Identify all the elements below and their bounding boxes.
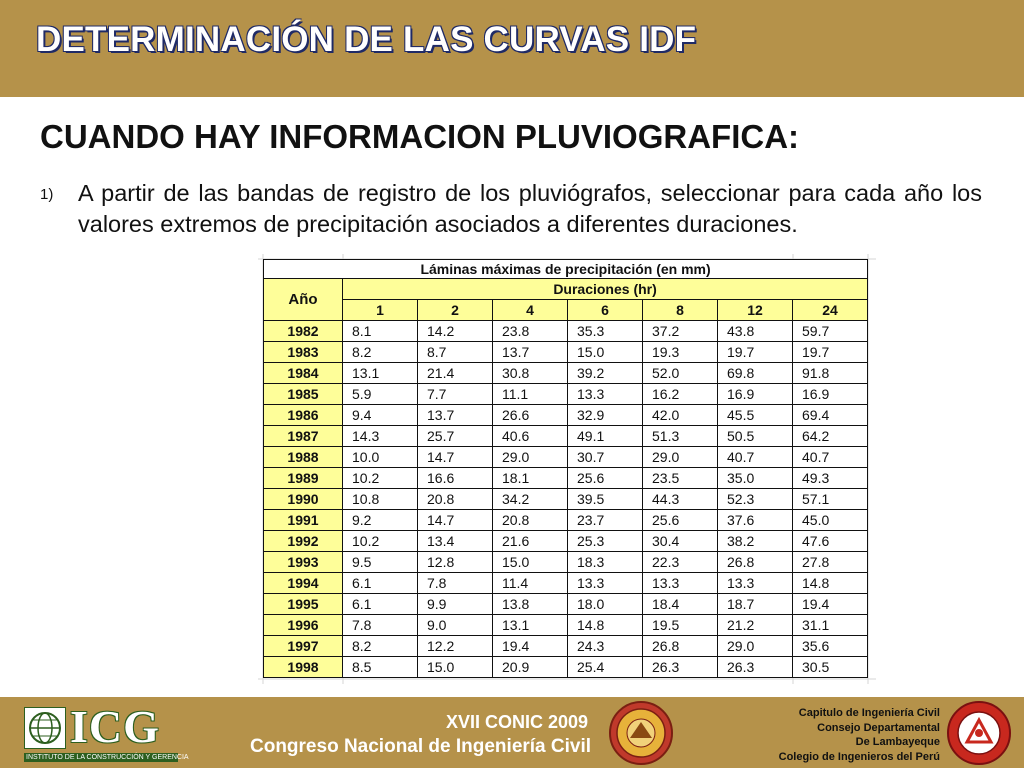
value-cell: 15.0 [418, 657, 493, 678]
table-row [264, 531, 868, 552]
value-cell: 13.3 [718, 573, 793, 594]
value-cell: 10.2 [343, 468, 418, 489]
table-row [264, 363, 868, 384]
value-cell: 19.3 [643, 342, 718, 363]
value-cell: 52.3 [718, 489, 793, 510]
table-header-row [264, 279, 868, 300]
value-cell: 16.9 [793, 384, 868, 405]
year-cell: 1993 [264, 552, 343, 573]
value-cell: 15.0 [568, 342, 643, 363]
value-cell: 13.4 [418, 531, 493, 552]
value-cell: 49.3 [793, 468, 868, 489]
value-cell: 49.1 [568, 426, 643, 447]
year-cell: 1984 [264, 363, 343, 384]
value-cell: 30.5 [793, 657, 868, 678]
value-cell: 16.6 [418, 468, 493, 489]
value-cell: 19.5 [643, 615, 718, 636]
year-cell: 1982 [264, 321, 343, 342]
value-cell: 13.3 [568, 573, 643, 594]
duration-header-cell: 24 [793, 300, 868, 321]
table-row [264, 489, 868, 510]
value-cell: 18.7 [718, 594, 793, 615]
chapter-info [779, 706, 940, 764]
value-cell: 20.8 [493, 510, 568, 531]
value-cell: 37.2 [643, 321, 718, 342]
table-row [264, 615, 868, 636]
value-cell: 13.7 [418, 405, 493, 426]
value-cell: 14.2 [418, 321, 493, 342]
table-title-row [264, 260, 868, 279]
value-cell: 35.6 [793, 636, 868, 657]
value-cell: 19.4 [793, 594, 868, 615]
year-cell: 1990 [264, 489, 343, 510]
value-cell: 19.7 [793, 342, 868, 363]
conic-seal-icon [608, 700, 674, 766]
value-cell: 35.0 [718, 468, 793, 489]
value-cell: 23.8 [493, 321, 568, 342]
table-row [264, 636, 868, 657]
value-cell: 18.1 [493, 468, 568, 489]
value-cell: 6.1 [343, 594, 418, 615]
value-cell: 29.0 [718, 636, 793, 657]
value-cell: 14.8 [568, 615, 643, 636]
value-cell: 13.1 [493, 615, 568, 636]
table-row [264, 342, 868, 363]
duration-header-row [264, 300, 868, 321]
value-cell: 69.8 [718, 363, 793, 384]
value-cell: 47.6 [793, 531, 868, 552]
value-cell: 23.7 [568, 510, 643, 531]
value-cell: 10.2 [343, 531, 418, 552]
table-row [264, 405, 868, 426]
value-cell: 10.0 [343, 447, 418, 468]
chapter-line: De Lambayeque [855, 736, 940, 748]
year-cell: 1996 [264, 615, 343, 636]
year-cell: 1998 [264, 657, 343, 678]
value-cell: 26.8 [718, 552, 793, 573]
cip-seal-icon [946, 700, 1012, 766]
value-cell: 25.6 [643, 510, 718, 531]
conic-name: Congreso Nacional de Ingeniería Civil [250, 736, 592, 757]
value-cell: 19.4 [493, 636, 568, 657]
value-cell: 19.7 [718, 342, 793, 363]
year-cell: 1991 [264, 510, 343, 531]
chapter-line: Capitulo de Ingeniería Civil [798, 707, 940, 719]
chapter-line: Colegio de Ingenieros del Perú [778, 750, 940, 763]
value-cell: 11.4 [493, 573, 568, 594]
chapter-line: Consejo Departamental [817, 721, 940, 734]
duration-header-cell: 4 [493, 300, 568, 321]
value-cell: 21.4 [418, 363, 493, 384]
value-cell: 27.8 [793, 552, 868, 573]
value-cell: 25.7 [418, 426, 493, 447]
year-cell: 1995 [264, 594, 343, 615]
value-cell: 16.9 [718, 384, 793, 405]
year-cell: 1983 [264, 342, 343, 363]
year-cell: 1986 [264, 405, 343, 426]
icg-letters: ICG [70, 701, 160, 752]
value-cell: 13.7 [493, 342, 568, 363]
value-cell: 29.0 [493, 447, 568, 468]
value-cell: 20.9 [493, 657, 568, 678]
table-row [264, 510, 868, 531]
value-cell: 14.7 [418, 447, 493, 468]
value-cell: 21.2 [718, 615, 793, 636]
value-cell: 34.2 [493, 489, 568, 510]
value-cell: 52.0 [643, 363, 718, 384]
value-cell: 51.3 [643, 426, 718, 447]
duration-header-cell: 12 [718, 300, 793, 321]
value-cell: 45.5 [718, 405, 793, 426]
value-cell: 26.6 [493, 405, 568, 426]
precipitation-table [263, 259, 868, 678]
globe-icon [24, 707, 66, 749]
value-cell: 13.1 [343, 363, 418, 384]
value-cell: 7.8 [343, 615, 418, 636]
value-cell: 8.2 [343, 636, 418, 657]
value-cell: 13.8 [493, 594, 568, 615]
value-cell: 24.3 [568, 636, 643, 657]
year-cell: 1988 [264, 447, 343, 468]
year-column-header: Año [264, 279, 343, 321]
duration-header-cell: 6 [568, 300, 643, 321]
value-cell: 15.0 [493, 552, 568, 573]
value-cell: 38.2 [718, 531, 793, 552]
value-cell: 59.7 [793, 321, 868, 342]
value-cell: 18.3 [568, 552, 643, 573]
year-cell: 1994 [264, 573, 343, 594]
value-cell: 9.0 [418, 615, 493, 636]
value-cell: 32.9 [568, 405, 643, 426]
value-cell: 8.1 [343, 321, 418, 342]
value-cell: 91.8 [793, 363, 868, 384]
value-cell: 18.4 [643, 594, 718, 615]
value-cell: 12.2 [418, 636, 493, 657]
value-cell: 26.3 [718, 657, 793, 678]
value-cell: 43.8 [718, 321, 793, 342]
value-cell: 14.7 [418, 510, 493, 531]
table-row [264, 552, 868, 573]
value-cell: 13.3 [568, 384, 643, 405]
value-cell: 39.5 [568, 489, 643, 510]
value-cell: 64.2 [793, 426, 868, 447]
icg-subtitle: INSTITUTO DE LA CONSTRUCCIÓN Y GERENCIA [26, 754, 189, 761]
year-cell: 1987 [264, 426, 343, 447]
step-description: A partir de las bandas de registro de los pluviógrafos, seleccionar para cada año los valores extremos de precipitación asociados a diferentes duraciones. [78, 180, 982, 237]
value-cell: 13.3 [643, 573, 718, 594]
section-heading: CUANDO HAY INFORMACION PLUVIOGRAFICA: [40, 118, 800, 155]
value-cell: 40.7 [793, 447, 868, 468]
value-cell: 39.2 [568, 363, 643, 384]
year-cell: 1985 [264, 384, 343, 405]
value-cell: 8.7 [418, 342, 493, 363]
value-cell: 26.3 [643, 657, 718, 678]
slide-title: DETERMINACIÓN DE LAS CURVAS IDF [36, 20, 697, 59]
value-cell: 14.8 [793, 573, 868, 594]
value-cell: 11.1 [493, 384, 568, 405]
value-cell: 25.4 [568, 657, 643, 678]
value-cell: 6.1 [343, 573, 418, 594]
value-cell: 10.8 [343, 489, 418, 510]
value-cell: 9.4 [343, 405, 418, 426]
value-cell: 8.5 [343, 657, 418, 678]
value-cell: 50.5 [718, 426, 793, 447]
value-cell: 37.6 [718, 510, 793, 531]
value-cell: 16.2 [643, 384, 718, 405]
table-row [264, 384, 868, 405]
table-row [264, 657, 868, 678]
value-cell: 7.8 [418, 573, 493, 594]
table-row [264, 321, 868, 342]
value-cell: 9.5 [343, 552, 418, 573]
value-cell: 8.2 [343, 342, 418, 363]
value-cell: 45.0 [793, 510, 868, 531]
value-cell: 29.0 [643, 447, 718, 468]
duration-header-cell: 2 [418, 300, 493, 321]
table-row [264, 573, 868, 594]
list-number: 1) [40, 186, 54, 203]
conic-edition: XVII CONIC 2009 [446, 712, 589, 732]
durations-header: Duraciones (hr) [343, 279, 868, 300]
table-row [264, 426, 868, 447]
value-cell: 31.1 [793, 615, 868, 636]
value-cell: 44.3 [643, 489, 718, 510]
value-cell: 12.8 [418, 552, 493, 573]
value-cell: 9.2 [343, 510, 418, 531]
icg-logo [24, 701, 189, 762]
spreadsheet-image [258, 254, 876, 684]
value-cell: 30.7 [568, 447, 643, 468]
value-cell: 20.8 [418, 489, 493, 510]
table-row [264, 447, 868, 468]
value-cell: 23.5 [643, 468, 718, 489]
value-cell: 9.9 [418, 594, 493, 615]
year-cell: 1997 [264, 636, 343, 657]
value-cell: 18.0 [568, 594, 643, 615]
value-cell: 25.6 [568, 468, 643, 489]
value-cell: 26.8 [643, 636, 718, 657]
year-cell: 1989 [264, 468, 343, 489]
value-cell: 42.0 [643, 405, 718, 426]
value-cell: 22.3 [643, 552, 718, 573]
value-cell: 57.1 [793, 489, 868, 510]
table-row [264, 594, 868, 615]
value-cell: 30.4 [643, 531, 718, 552]
year-cell: 1992 [264, 531, 343, 552]
duration-header-cell: 1 [343, 300, 418, 321]
table-row [264, 468, 868, 489]
value-cell: 40.7 [718, 447, 793, 468]
value-cell: 30.8 [493, 363, 568, 384]
duration-header-cell: 8 [643, 300, 718, 321]
value-cell: 14.3 [343, 426, 418, 447]
value-cell: 5.9 [343, 384, 418, 405]
value-cell: 40.6 [493, 426, 568, 447]
value-cell: 21.6 [493, 531, 568, 552]
value-cell: 25.3 [568, 531, 643, 552]
value-cell: 7.7 [418, 384, 493, 405]
value-cell: 69.4 [793, 405, 868, 426]
table-title: Láminas máximas de precipitación (en mm) [264, 260, 868, 279]
value-cell: 35.3 [568, 321, 643, 342]
